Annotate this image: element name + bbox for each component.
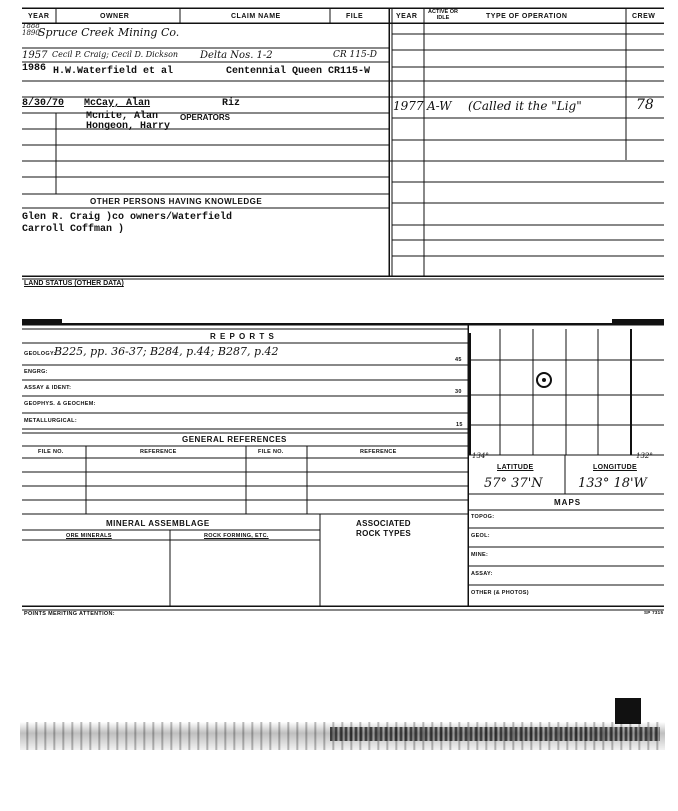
row3-owner: H.W.Waterfield et al <box>53 66 174 77</box>
general-refs-title: GENERAL REFERENCES <box>182 435 287 444</box>
geology-label: GEOLOGY: <box>24 351 56 357</box>
rock-forming-label: ROCK FORMING, ETC. <box>204 533 269 539</box>
row3-claim: Centennial Queen <box>226 66 323 77</box>
op-crew: 78 <box>636 97 654 113</box>
header-active-idle: ACTIVE OR IDLE <box>428 9 458 21</box>
row2-claim: Delta Nos. 1-2 <box>200 50 273 61</box>
header-year2: YEAR <box>396 13 418 20</box>
row1-year: 1888 1890 <box>22 22 40 37</box>
scan-noise-dark <box>330 727 660 741</box>
longitude-label: LONGITUDE <box>593 464 637 471</box>
row1-owner: Spruce Creek Mining Co. <box>38 26 180 39</box>
row3-file: CR115-W <box>328 66 371 77</box>
row4-owner: McCay, Alan <box>84 98 151 109</box>
col-reference-2: REFERENCE <box>360 449 397 455</box>
num-15: 15 <box>456 422 463 428</box>
maps-geol: GEOL: <box>471 533 490 539</box>
header-owner: OWNER <box>100 13 130 20</box>
col-reference-1: REFERENCE <box>140 449 177 455</box>
other-persons-line1: Glen R. Craig )co owners/Waterfield <box>22 212 233 223</box>
header-claim-name: CLAIM NAME <box>231 13 281 20</box>
maps-mine: MINE: <box>471 552 489 558</box>
op-year: 1977 <box>393 99 424 113</box>
metallurgical-label: METALLURGICAL: <box>24 418 77 424</box>
assay-label: ASSAY & IDENT: <box>24 385 72 391</box>
op-type: (Called it the "Lig" <box>468 99 582 113</box>
header-type-of-operation: TYPE OF OPERATION <box>486 13 568 20</box>
num-30: 30 <box>455 389 462 395</box>
operator-1: Mcnite, Alan <box>86 111 159 122</box>
lon-left: 134° <box>472 452 489 460</box>
row2-owner: Cecil P. Craig; Cecil D. Dickson <box>52 50 179 59</box>
num-45: 45 <box>455 357 462 363</box>
geophys-label: GEOPHYS. & GEOCHEM: <box>24 401 96 407</box>
latitude-label: LATITUDE <box>497 464 534 471</box>
row2-year: 1957 <box>22 50 48 61</box>
land-status-label: LAND STATUS (OTHER DATA) <box>24 280 124 287</box>
other-persons-title: OTHER PERSONS HAVING KNOWLEDGE <box>90 197 263 206</box>
mineral-title: MINERAL ASSEMBLAGE <box>106 519 210 528</box>
maps-other: OTHER (& PHOTOS) <box>471 590 529 596</box>
operators-label: OPERATORS <box>180 113 230 122</box>
maps-assay: ASSAY: <box>471 571 493 577</box>
longitude-value: 133° 18'W <box>578 476 647 491</box>
ore-minerals-label: ORE MINERALS <box>66 533 112 539</box>
operator-2: Hongeon, Harry <box>86 121 171 132</box>
assoc-label-2: ROCK TYPES <box>356 529 412 538</box>
lon-right: 132° <box>636 452 653 460</box>
geology-value: B225, pp. 36-37; B284, p.44; B287, p.42 <box>54 345 279 358</box>
op-active: A-W <box>427 99 452 113</box>
other-persons-line2: Carroll Coffman ) <box>22 224 125 235</box>
latitude-value: 57° 37'N <box>484 476 543 491</box>
row2-file: CR 115-D <box>333 50 377 60</box>
maps-title: MAPS <box>554 498 582 507</box>
row4-claim: Riz <box>222 98 241 109</box>
reports-title: R E P O R T S <box>210 332 275 341</box>
assoc-label-1: ASSOCIATED <box>356 519 411 528</box>
row4-year: 8/30/70 <box>22 98 65 109</box>
header-file: FILE <box>346 13 364 20</box>
row3-year: 1986 <box>22 63 47 74</box>
form-number: SP 7315 <box>644 610 664 615</box>
col-file-no-1: FILE NO. <box>38 449 64 455</box>
points-meriting-attention: POINTS MERITING ATTENTION: <box>24 611 115 617</box>
engrg-label: ENGRG: <box>24 369 48 375</box>
header-year: YEAR <box>28 13 50 20</box>
header-crew: CREW <box>632 13 656 20</box>
maps-topog: TOPOG: <box>471 514 495 520</box>
col-file-no-2: FILE NO. <box>258 449 284 455</box>
